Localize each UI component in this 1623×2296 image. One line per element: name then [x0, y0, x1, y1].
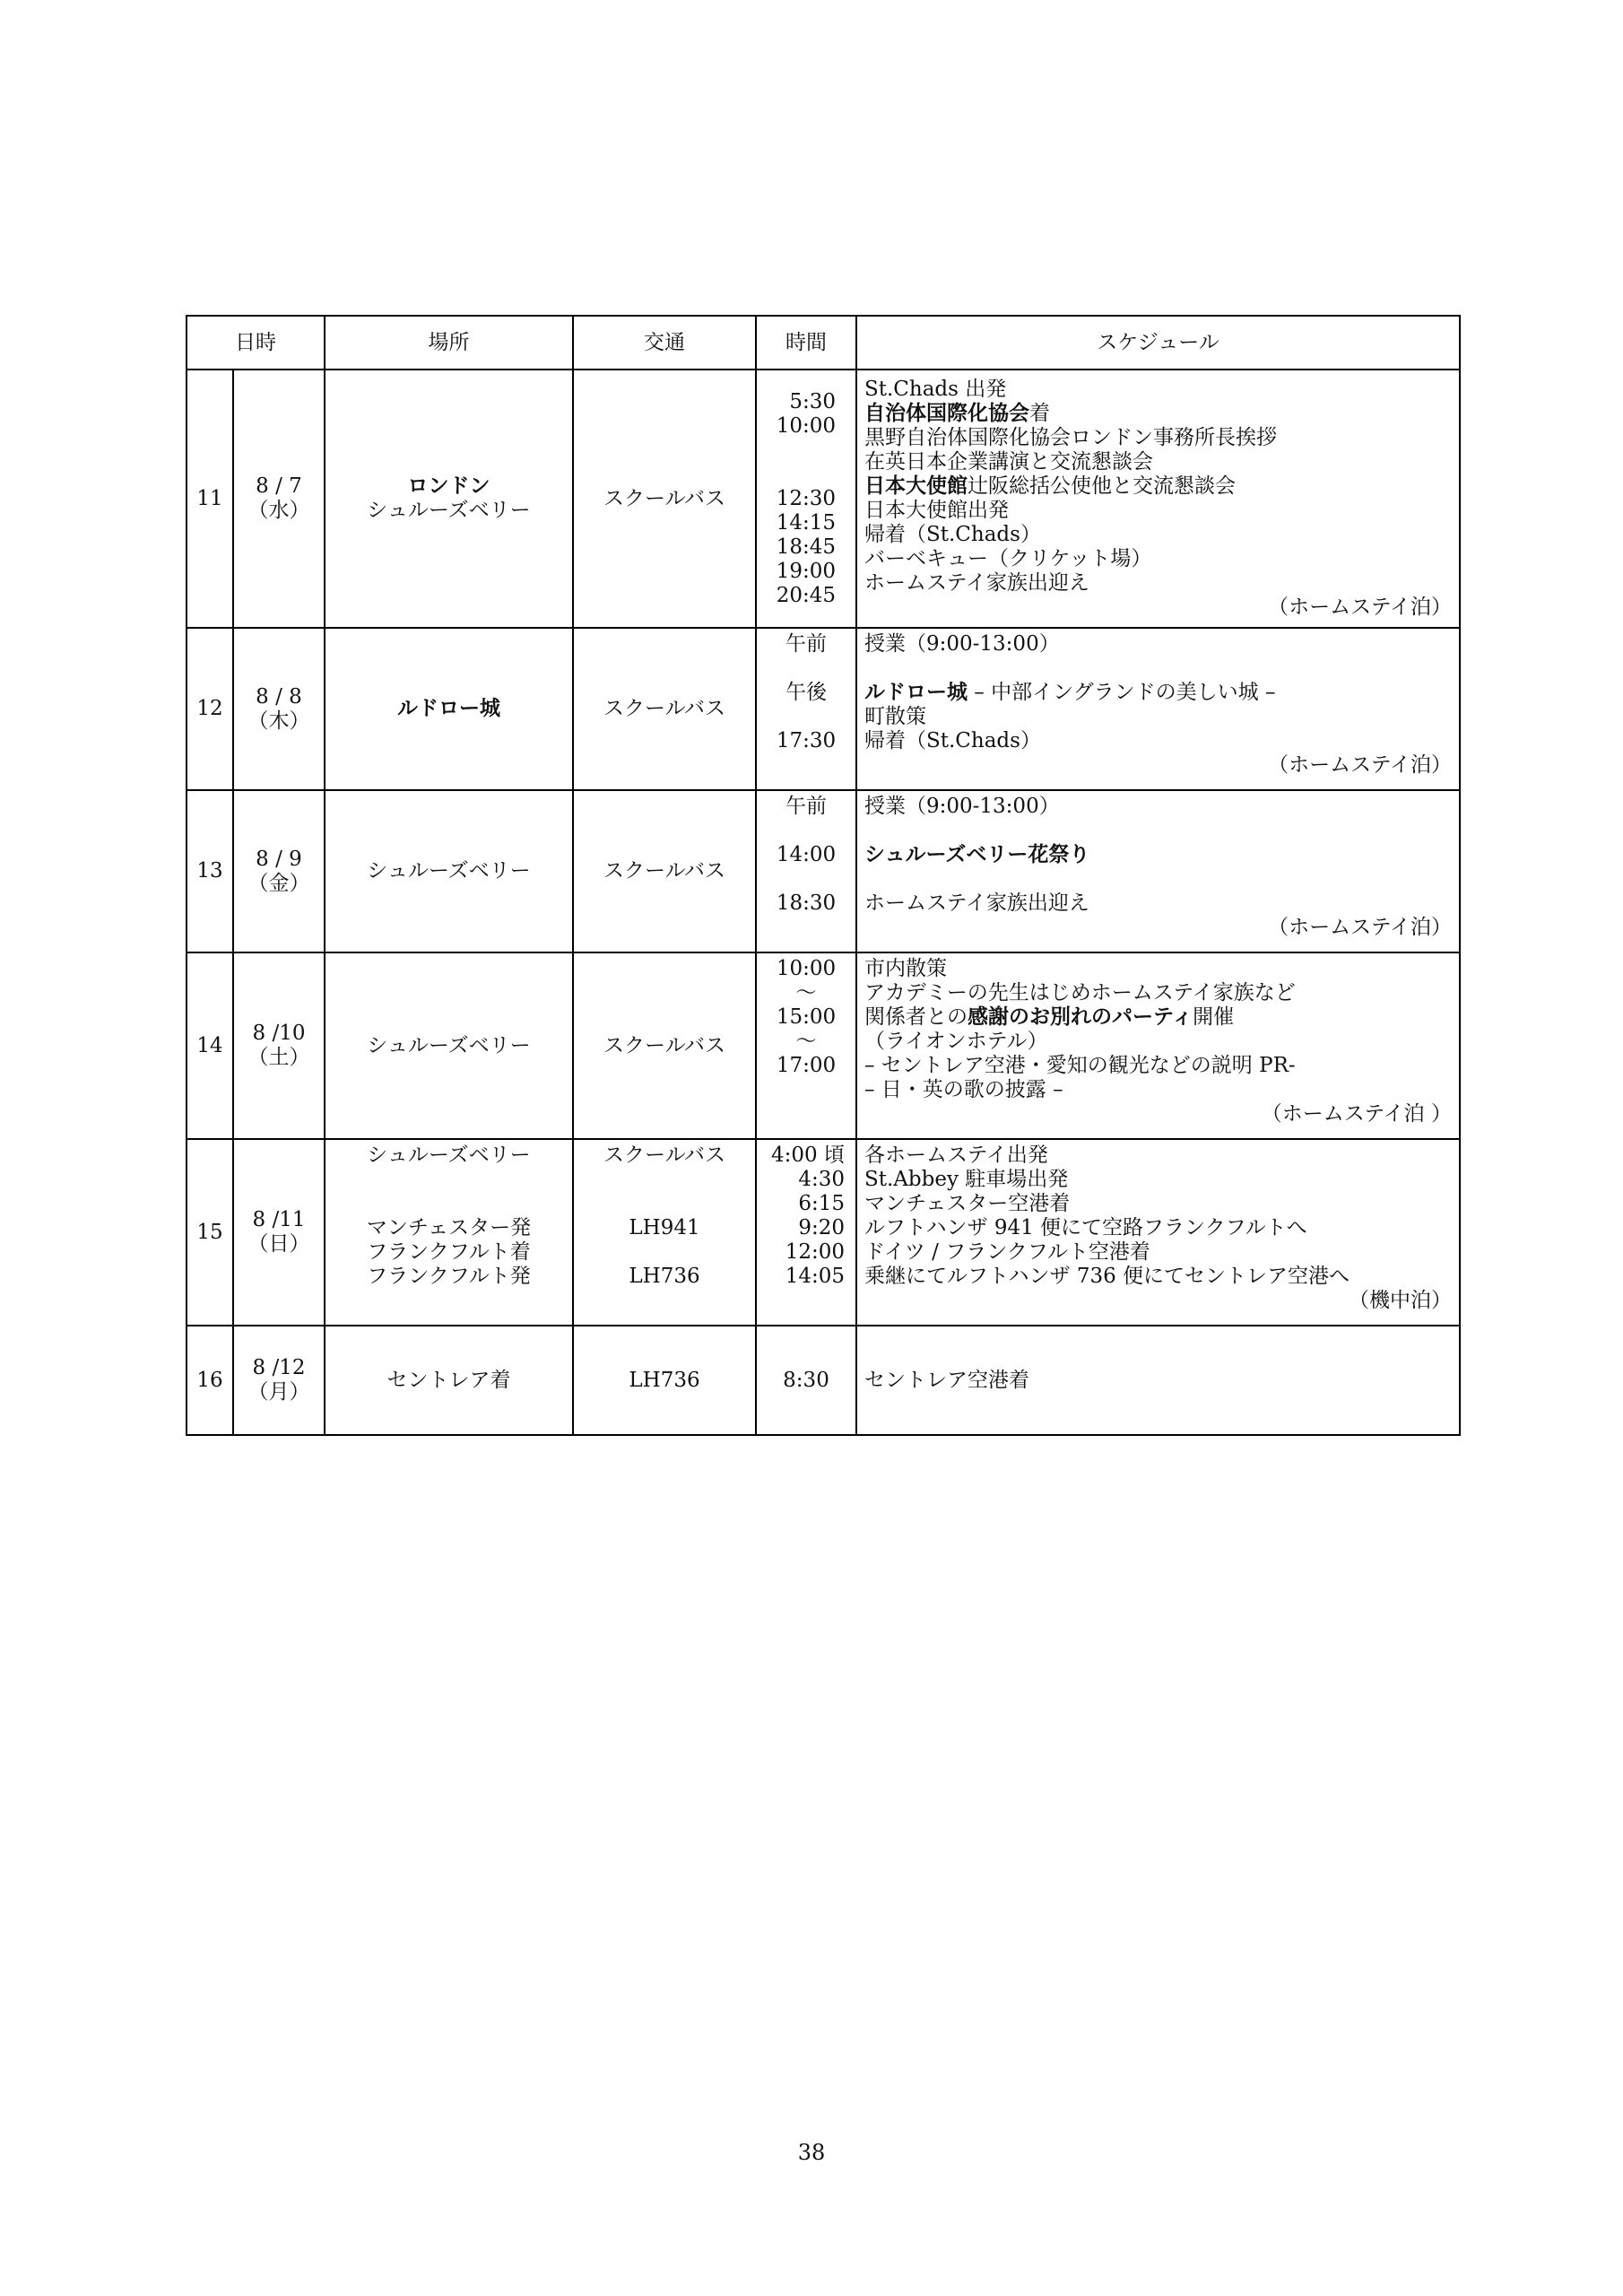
schedule-line — [864, 1030, 1452, 1054]
schedule-line — [864, 1240, 1452, 1265]
time-cell — [756, 370, 856, 628]
day-row-12 — [187, 628, 1460, 790]
schedule-cell — [856, 370, 1460, 628]
schedule-line — [864, 1168, 1452, 1192]
schedule-line — [864, 1054, 1452, 1078]
day-row-11 — [187, 370, 1460, 628]
cell-line: LH941 — [629, 1216, 700, 1239]
cell-line: スクールバス — [603, 1144, 725, 1167]
schedule-line: ホームステイ家族出迎え — [864, 891, 1089, 915]
schedule-line: 帰着（St.Chads） — [864, 729, 1041, 752]
schedule-line — [864, 547, 1452, 571]
cell-line: 〜 — [795, 981, 817, 1004]
schedule-text: ドイツ / フランクフルト空港着 — [864, 1240, 1150, 1264]
schedule-line — [864, 426, 1452, 450]
schedule-line — [864, 1005, 1452, 1030]
schedule-text: 在英日本企業講演と交流懇談会 — [864, 450, 1153, 474]
cell-line — [757, 439, 836, 463]
transport: スクールバス — [573, 790, 756, 952]
weekday: （金） — [247, 871, 310, 895]
schedule-text: – セントレア空港・愛知の観光などの説明 PR- — [864, 1054, 1296, 1077]
flower-festival: シュルーズベリー花祭り — [864, 843, 1090, 866]
time-cell — [756, 790, 856, 952]
schedule-text: 帰着（St.Chads） — [864, 523, 1041, 546]
weekday: （月） — [247, 1380, 310, 1404]
schedule-line — [864, 1192, 1452, 1216]
place: シュルーズベリー — [325, 952, 573, 1139]
schedule-text: St.Abbey 駐車場出発 — [864, 1168, 1069, 1191]
schedule-cell — [856, 790, 1460, 952]
schedule-line — [864, 957, 1452, 981]
schedule-text: ルフトハンザ 941 便にて空路フランクフルトへ — [864, 1216, 1307, 1239]
day-row-15 — [187, 1139, 1460, 1326]
cell-line: 14:15 — [776, 510, 836, 535]
schedule-text: 乗継にてルフトハンザ 736 便にてセントレア空港へ — [864, 1265, 1350, 1288]
header-transport: 交通 — [573, 316, 756, 370]
place: ルドロー城 — [325, 628, 573, 790]
schedule-text: 黒野自治体国際化協会ロンドン事務所長挨拶 — [864, 426, 1277, 449]
day-number: 13 — [187, 790, 233, 952]
schedule-text: 日本大使館出発 — [864, 499, 1009, 522]
schedule-text: 各ホームステイ出発 — [864, 1144, 1048, 1167]
header-time: 時間 — [756, 316, 856, 370]
time-pickup: 18:30 — [776, 891, 837, 915]
stay-note: （ホームステイ泊） — [1268, 596, 1452, 619]
time-cell — [756, 628, 856, 790]
transport: スクールバス — [573, 952, 756, 1139]
cell-line: 10:00 — [776, 413, 836, 438]
weekday: （水） — [247, 499, 310, 522]
cell-line — [325, 1192, 572, 1216]
weekday: （日） — [247, 1232, 310, 1256]
cell-line: 10:00 — [776, 957, 837, 980]
schedule-line — [864, 1144, 1452, 1168]
schedule-table — [186, 315, 1461, 1436]
cell-line: 18:45 — [776, 535, 836, 559]
cell-line: 20:45 — [776, 583, 836, 607]
transport: スクールバス — [573, 628, 756, 790]
transport: LH736 — [573, 1326, 756, 1435]
cell-line: 19:00 — [776, 559, 836, 583]
header-row — [187, 316, 1460, 370]
place-shrewsbury: シュルーズベリー — [367, 499, 531, 522]
schedule-text: 開催 — [1193, 1005, 1235, 1029]
time-festival: 14:00 — [776, 843, 837, 866]
schedule-text: 着 — [1029, 402, 1050, 425]
cell-line: 4:30 — [798, 1168, 845, 1191]
cell-line: 12:30 — [776, 486, 836, 510]
time-morning: 午前 — [785, 795, 827, 818]
day-number: 12 — [187, 628, 233, 790]
time-cell — [756, 952, 856, 1139]
header-place: 場所 — [325, 316, 573, 370]
stay-note: （ホームステイ泊 ） — [1261, 1102, 1452, 1126]
day-number: 11 — [187, 370, 233, 628]
transport: スクールバス — [573, 370, 756, 628]
cell-line: 〜 — [795, 1030, 817, 1053]
time-return: 17:30 — [776, 729, 837, 752]
schedule-text: – 日・英の歌の披露 – — [864, 1078, 1063, 1101]
schedule-text: 市内散策 — [864, 957, 947, 980]
schedule-text: St.Chads 出発 — [864, 378, 1007, 401]
cell-line: マンチェスター発 — [366, 1216, 532, 1239]
place: セントレア着 — [325, 1326, 573, 1435]
day-row-13 — [187, 790, 1460, 952]
date-cell — [233, 952, 325, 1139]
day-row-16 — [187, 1326, 1460, 1435]
cell-line: 5:30 — [789, 389, 836, 413]
place-cell — [325, 370, 573, 628]
highlight-text: 自治体国際化協会 — [864, 402, 1029, 425]
date: 8 / 7 — [256, 474, 302, 498]
day-number: 14 — [187, 952, 233, 1139]
date: 8 /10 — [252, 1022, 306, 1045]
time: 8:30 — [756, 1326, 856, 1435]
schedule-text: ホームステイ家族出迎え — [864, 571, 1089, 595]
schedule-cell — [856, 952, 1460, 1139]
schedule-line: セントレア空港着 — [856, 1326, 1460, 1435]
date-cell — [233, 1326, 325, 1435]
schedule-line: 町散策 — [864, 705, 926, 728]
cell-line: 15:00 — [776, 1005, 837, 1029]
ludlow-castle: ルドロー城 — [864, 681, 968, 704]
header-schedule: スケジュール — [856, 316, 1460, 370]
stay-note: （ホームステイ泊） — [1268, 916, 1452, 939]
schedule-text: アカデミーの先生はじめホームステイ家族など — [864, 981, 1296, 1004]
date-cell — [233, 628, 325, 790]
weekday: （土） — [247, 1046, 310, 1069]
schedule-line — [864, 981, 1452, 1005]
cell-line: フランクフルト発 — [367, 1265, 531, 1288]
schedule-line — [864, 378, 1452, 402]
weekday: （木） — [247, 709, 310, 733]
time-afternoon: 午後 — [785, 681, 827, 704]
cell-line: LH736 — [629, 1265, 700, 1288]
schedule-line — [864, 474, 1452, 499]
schedule-line: 授業（9:00-13:00） — [864, 632, 1060, 656]
schedule-line — [864, 1265, 1452, 1289]
schedule-line — [864, 571, 1452, 596]
place: シュルーズベリー — [325, 790, 573, 952]
cell-line — [574, 1240, 755, 1265]
cell-line: 12:00 — [785, 1240, 845, 1264]
schedule-cell — [856, 628, 1460, 790]
date-cell — [233, 1139, 325, 1326]
highlight-text: 日本大使館 — [864, 474, 968, 498]
stay-note: （ホームステイ泊） — [1268, 753, 1452, 777]
schedule-text: （ライオンホテル） — [864, 1030, 1048, 1053]
schedule-line — [864, 402, 1452, 426]
schedule-line — [864, 1078, 1452, 1102]
schedule-line — [864, 523, 1452, 547]
schedule-text: バーベキュー（クリケット場） — [864, 547, 1152, 570]
cell-line — [757, 463, 836, 487]
time-morning: 午前 — [785, 632, 827, 656]
transport-cell — [573, 1139, 756, 1326]
schedule-line — [864, 1216, 1452, 1240]
cell-line: 6:15 — [798, 1192, 845, 1215]
cell-line: フランクフルト着 — [367, 1240, 531, 1264]
date: 8 / 9 — [256, 847, 302, 871]
place-cell — [325, 1139, 573, 1326]
date-cell — [233, 370, 325, 628]
cell-line — [325, 1168, 572, 1192]
date: 8 /12 — [252, 1356, 306, 1379]
date: 8 /11 — [252, 1208, 306, 1231]
place-london: ロンドン — [407, 474, 490, 498]
highlight-text: 感謝のお別れのパーティ — [968, 1005, 1193, 1029]
day-row-14 — [187, 952, 1460, 1139]
cell-line: 4:00 頃 — [771, 1144, 845, 1167]
stay-note: （機中泊） — [1349, 1289, 1452, 1312]
date: 8 / 8 — [256, 684, 302, 709]
schedule-cell — [856, 1139, 1460, 1326]
schedule-text: マンチェスター空港着 — [864, 1192, 1071, 1215]
header-date: 日時 — [187, 316, 325, 370]
time-cell — [756, 1139, 856, 1326]
schedule-text: 関係者との — [864, 1005, 968, 1029]
cell-line: 17:00 — [776, 1054, 837, 1077]
cell-line — [574, 1192, 755, 1216]
schedule-line: 授業（9:00-13:00） — [864, 795, 1060, 818]
schedule-line: ルドロー城 – 中部イングランドの美しい城 – — [864, 681, 1276, 704]
schedule-line — [864, 499, 1452, 523]
cell-line: シュルーズベリー — [367, 1144, 531, 1167]
day-number: 16 — [187, 1326, 233, 1435]
cell-line — [574, 1168, 755, 1192]
page-number: 38 — [797, 2140, 826, 2165]
date-cell — [233, 790, 325, 952]
day-number: 15 — [187, 1139, 233, 1326]
schedule-line — [864, 450, 1452, 474]
schedule-text: 辻阪総括公使他と交流懇談会 — [968, 474, 1236, 498]
cell-line: 14:05 — [785, 1265, 845, 1288]
cell-line: 9:20 — [798, 1216, 845, 1239]
